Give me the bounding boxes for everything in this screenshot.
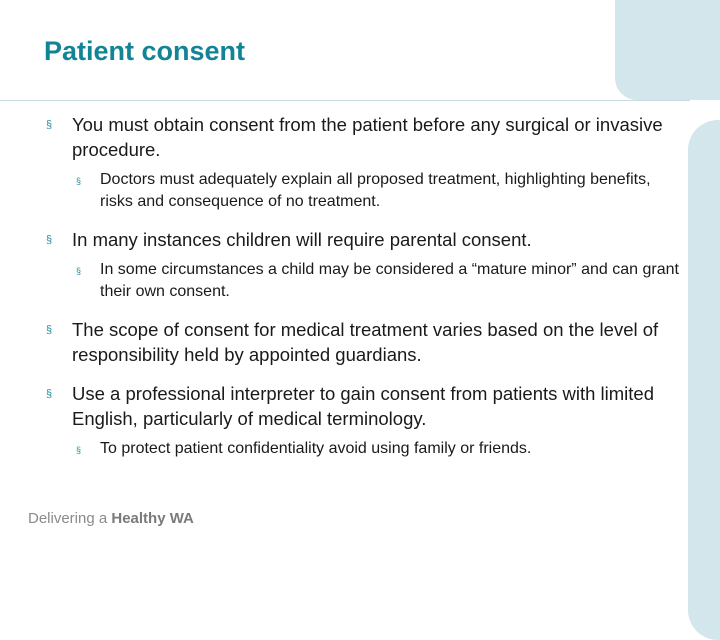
footer-branding bbox=[28, 510, 194, 527]
bullet-marker: § bbox=[46, 234, 53, 246]
sub-bullet-item bbox=[44, 169, 684, 213]
bullet-marker: § bbox=[46, 388, 53, 400]
bullet-item bbox=[44, 381, 684, 431]
bullet-item bbox=[44, 112, 684, 162]
bullet-marker: § bbox=[46, 324, 53, 336]
bullet-text: In many instances children will require parental consent. bbox=[72, 229, 532, 250]
sub-bullet-marker: § bbox=[76, 176, 82, 186]
sub-bullet-marker: § bbox=[76, 266, 82, 276]
decorative-tab-shape bbox=[615, 0, 720, 100]
decorative-side-bar bbox=[688, 120, 720, 640]
sub-bullet-text: To protect patient confidentiality avoid using family or friends. bbox=[100, 440, 532, 457]
title-divider bbox=[0, 100, 690, 101]
sub-bullet-text: Doctors must adequately explain all proposed treatment, highlighting benefits, risks and consequence of no treatment. bbox=[100, 171, 651, 210]
bullet-text: The scope of consent for medical treatment varies based on the level of responsibility held by appointed guardians. bbox=[72, 319, 659, 365]
sub-bullet-marker: § bbox=[76, 445, 82, 455]
bullet-marker: § bbox=[46, 119, 53, 131]
sub-bullet-item bbox=[44, 259, 684, 303]
footer-prefix: Delivering a bbox=[28, 510, 112, 527]
slide-title: Patient consent bbox=[44, 36, 246, 66]
slide-content bbox=[44, 112, 684, 460]
bullet-item bbox=[44, 227, 684, 252]
bullet-text: You must obtain consent from the patient before any surgical or invasive procedure. bbox=[72, 114, 663, 160]
sub-bullet-text: In some circumstances a child may be considered a “mature minor” and can grant their own consent. bbox=[100, 261, 679, 300]
bullet-item bbox=[44, 317, 684, 367]
bullet-text: Use a professional interpreter to gain consent from patients with limited English, particularly of medical terminology. bbox=[72, 383, 655, 429]
sub-bullet-item bbox=[44, 438, 684, 460]
footer-brand: Healthy WA bbox=[111, 510, 194, 527]
